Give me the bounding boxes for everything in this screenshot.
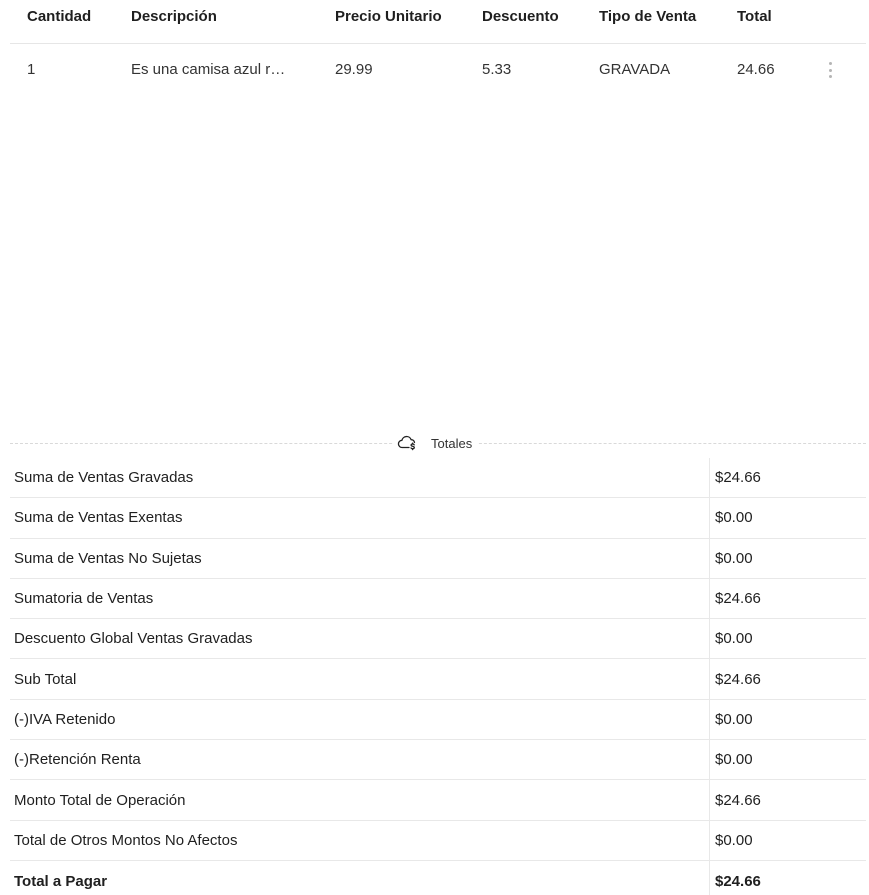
totals-row xyxy=(10,619,866,659)
header-tipo-venta[interactable]: Tipo de Venta xyxy=(599,8,697,25)
totals-row-label: Descuento Global Ventas Gravadas xyxy=(10,619,710,658)
totals-row xyxy=(10,458,866,498)
cell-precio-unitario: 29.99 xyxy=(335,61,373,78)
cell-tipo-venta: GRAVADA xyxy=(599,61,671,78)
totals-table xyxy=(10,458,866,895)
cloud-dollar-icon xyxy=(397,434,419,452)
header-descuento[interactable]: Descuento xyxy=(482,8,559,25)
totales-divider-label xyxy=(393,434,478,452)
totals-row-value: $0.00 xyxy=(715,549,753,567)
cell-total: 24.66 xyxy=(737,61,775,78)
cell-cantidad: 1 xyxy=(27,61,36,78)
totals-row-value: $24.66 xyxy=(715,590,761,608)
totals-row-value: $0.00 xyxy=(715,630,753,648)
totals-row xyxy=(10,700,866,740)
header-descripcion[interactable]: Descripción xyxy=(131,8,217,25)
totals-row-value: $0.00 xyxy=(715,831,753,849)
totals-row-value: $0.00 xyxy=(715,509,753,527)
more-vertical-icon[interactable] xyxy=(822,59,838,81)
totals-row-label: (-)IVA Retenido xyxy=(10,700,710,739)
totals-row-value: $24.66 xyxy=(715,469,761,487)
totals-row-label: Sub Total xyxy=(10,659,710,698)
cell-descuento: 5.33 xyxy=(482,61,512,78)
totals-row-label: Suma de Ventas Exentas xyxy=(10,498,710,537)
items-table-header xyxy=(10,0,866,44)
totals-row xyxy=(10,740,866,780)
totals-row-label: Total de Otros Montos No Afectos xyxy=(10,821,710,860)
totals-row xyxy=(10,498,866,538)
totales-label: Totales xyxy=(431,435,473,451)
totals-row-value: $24.66 xyxy=(715,791,761,809)
totals-row-label: Suma de Ventas Gravadas xyxy=(10,458,710,497)
cell-descripcion: Es una camisa azul r… xyxy=(131,61,286,78)
totals-row xyxy=(10,659,866,699)
totals-row-value: $24.66 xyxy=(715,670,761,688)
totals-row-label: (-)Retención Renta xyxy=(10,740,710,779)
totals-row xyxy=(10,579,866,619)
totals-row xyxy=(10,821,866,861)
items-table xyxy=(10,0,866,96)
table-row xyxy=(10,44,866,96)
header-cantidad[interactable]: Cantidad xyxy=(27,8,92,25)
totals-row-label: Suma de Ventas No Sujetas xyxy=(10,539,710,578)
totals-row-value: $0.00 xyxy=(715,710,753,728)
totals-row xyxy=(10,539,866,579)
total-a-pagar-label: Total a Pagar xyxy=(10,861,710,895)
totals-row-label: Sumatoria de Ventas xyxy=(10,579,710,618)
totals-row-value: $0.00 xyxy=(715,751,753,769)
header-precio-unitario[interactable]: Precio Unitario xyxy=(335,8,442,25)
totals-row xyxy=(10,780,866,820)
total-a-pagar-row xyxy=(10,861,866,895)
header-total[interactable]: Total xyxy=(737,8,772,25)
total-a-pagar-value: $24.66 xyxy=(715,872,761,890)
totals-row-label: Monto Total de Operación xyxy=(10,780,710,819)
